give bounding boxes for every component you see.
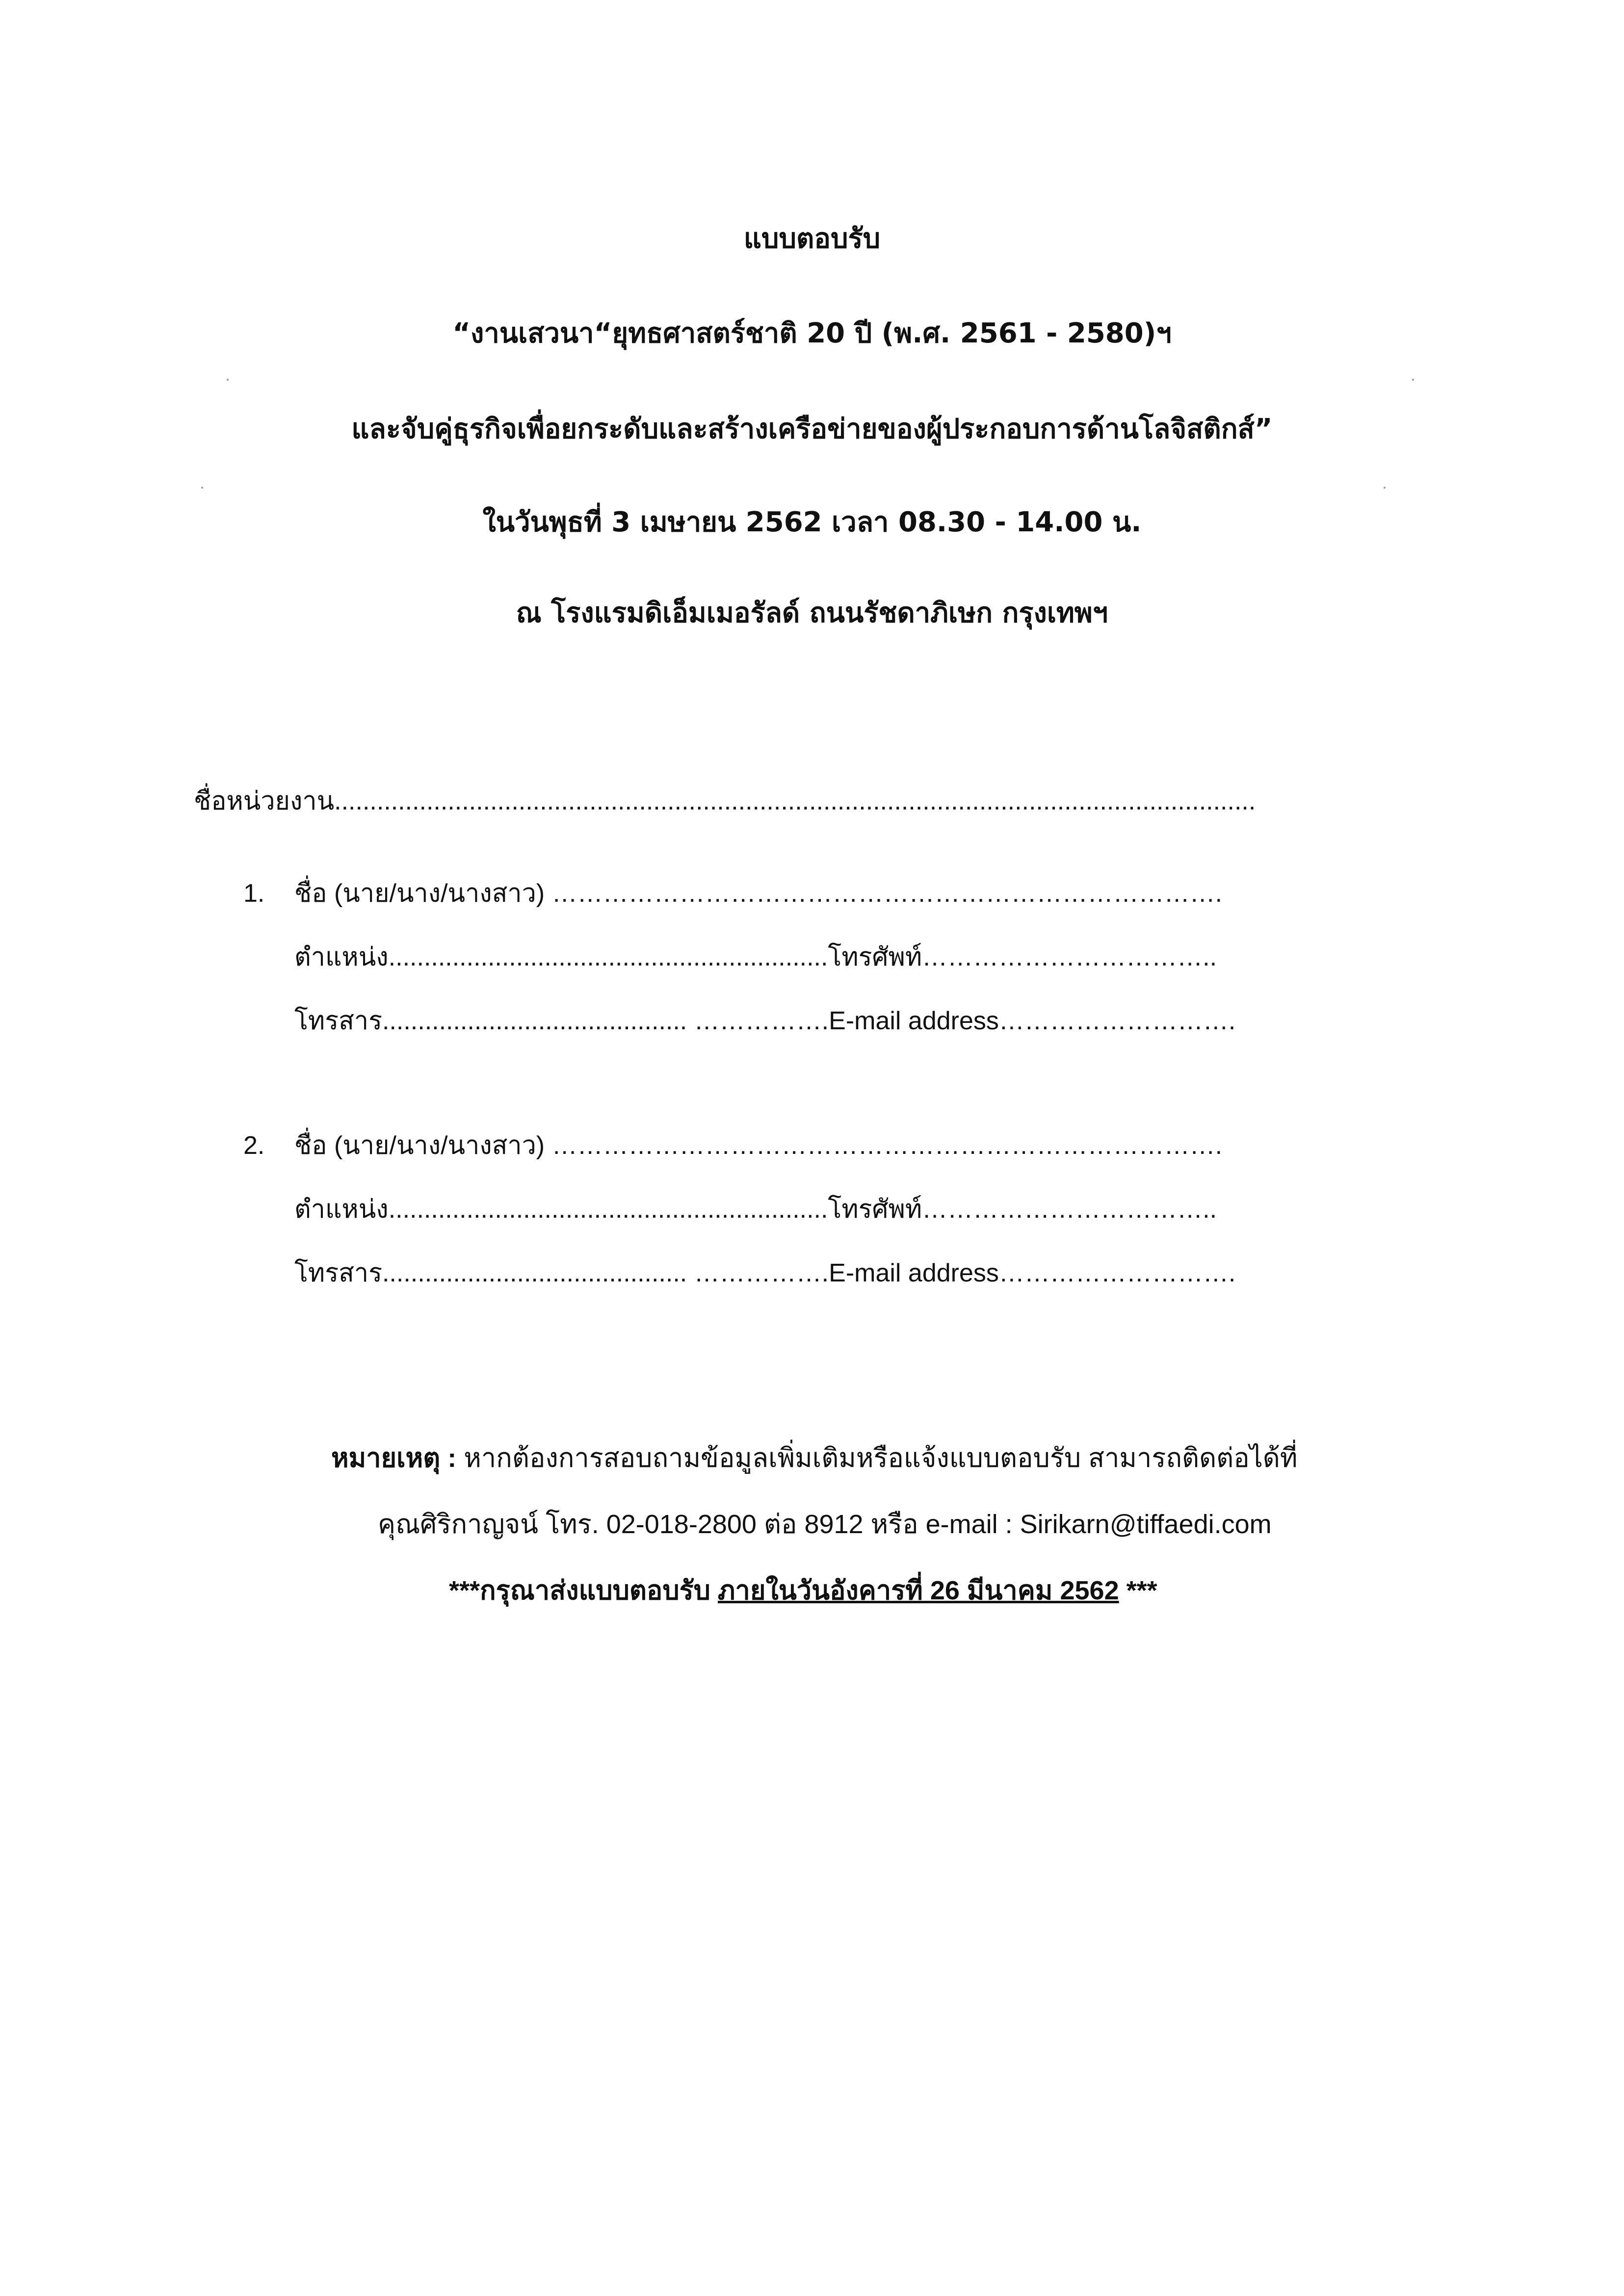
participant-2-fax-email-field: โทรสาร........................................... …………….E-mail address………………………. (294, 1259, 1236, 1287)
note-contact-line: คุณศิริกาญจน์ โทร. 02-018-2800 ต่อ 8912 หรือ e-mail : Sirikarn@tiffaedi.com (378, 1510, 1272, 1539)
participant-2-number: 2. (243, 1131, 265, 1160)
scan-speck (227, 379, 229, 381)
event-title-line-2: และจับคู่ธุรกิจเพื่อยกระดับและสร้างเครือข่ายของผู้ประกอบการด้านโลจิสติกส์” (351, 413, 1273, 445)
note-label: หมายเหตุ : (331, 1443, 457, 1473)
organization-name-field: ชื่อหน่วยงาน.................................................................................................................................. (194, 787, 1256, 815)
scan-speck (201, 487, 203, 489)
participant-2-name-field: ชื่อ (นาย/นาง/นางสาว) ……………………………………………………………………. (294, 1131, 1223, 1160)
deadline-date: ภายในวันอังคารที่ 26 มีนาคม 2562 (717, 1576, 1119, 1605)
participant-1-fax-email-field: โทรสาร........................................... …………….E-mail address………………………. (294, 1007, 1236, 1035)
participant-1-number: 1. (243, 879, 265, 908)
participant-1-name-field: ชื่อ (นาย/นาง/นางสาว) ……………………………………………………………………. (294, 879, 1223, 908)
event-title-line-1: “งานเสวนา“ยุทธศาสตร์ชาติ 20 ปี (พ.ศ. 2561 - 2580)ฯ (452, 317, 1172, 349)
participant-2-position-phone-field: ตำแหน่ง..............................................................โทรศัพท์…………………………….. (294, 1195, 1217, 1224)
scan-speck (1384, 487, 1386, 489)
scan-speck (1412, 379, 1414, 381)
note-line-1 (331, 1440, 1297, 1476)
note-text: หากต้องการสอบถามข้อมูลเพิ่มเติมหรือแจ้งแบบตอบรับ สามารถติดต่อได้ที่ (456, 1443, 1298, 1473)
deadline-suffix: *** (1119, 1576, 1157, 1605)
event-venue-line: ณ โรงแรมดิเอ็มเมอรัลด์ ถนนรัชดาภิเษก กรุงเทพฯ (516, 597, 1108, 629)
form-title: แบบตอบรับ (743, 223, 881, 255)
participant-1-position-phone-field: ตำแหน่ง..............................................................โทรศัพท์…………………………….. (294, 943, 1217, 971)
deadline-prefix: ***กรุณาส่งแบบตอบรับ (449, 1576, 718, 1605)
deadline-line (449, 1572, 1157, 1609)
event-date-line: ในวันพุธที่ 3 เมษายน 2562 เวลา 08.30 - 14.00 น. (482, 506, 1142, 538)
